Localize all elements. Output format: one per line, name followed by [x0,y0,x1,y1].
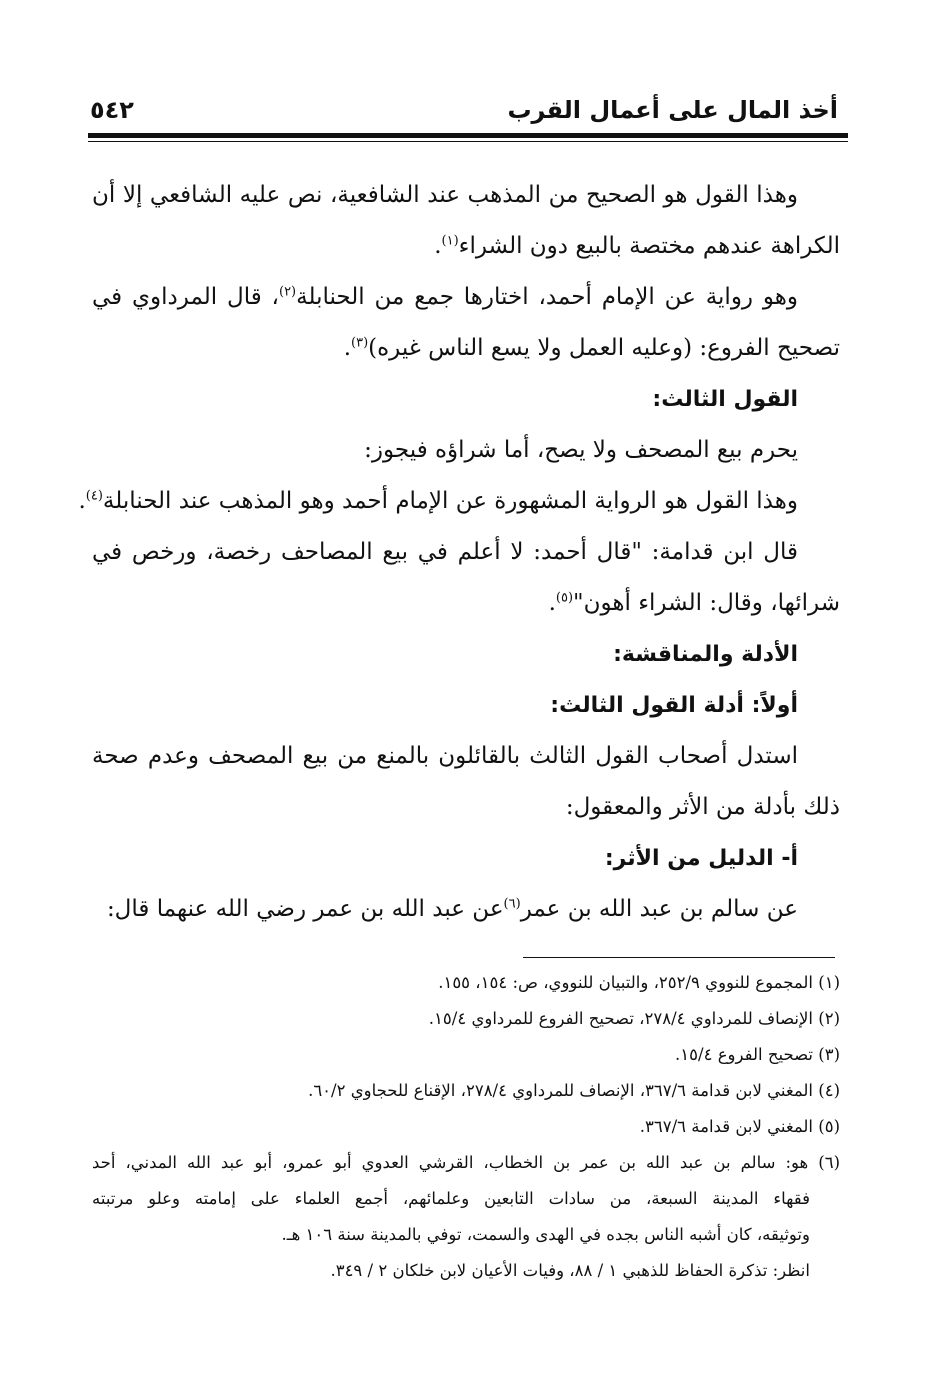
section-heading: الأدلة والمناقشة: [613,642,798,667]
footnote: (٥) المغني لابن قدامة ٣٦٧/٦. [639,1117,840,1136]
footnotes [92,965,840,1289]
page-header [90,96,838,132]
paragraph-line: استدل أصحاب القول الثالث بالقائلون بالمنع من بيع المصحف وعدم صحة [92,743,798,769]
footnote: (٢) الإنصاف للمرداوي ٢٧٨/٤، تصحيح الفروع للمرداوي ١٥/٤. [428,1009,840,1028]
footnote-continued: وتوثيقه، كان أشبه الناس بجده في الهدى والسمت، توفي بالمدينة سنة ١٠٦ هـ. [281,1225,810,1244]
section-heading: القول الثالث: [652,387,798,412]
footnote-continued: فقهاء المدينة السبعة، من سادات التابعين وعلمائهم، أجمع العلماء على إمامته وعلو مرتبته [92,1189,810,1208]
paragraph-line: ذلك بأدلة من الأثر والمعقول: [565,794,840,820]
paragraph-line: يحرم بيع المصحف ولا يصح، أما شراؤه فيجوز: [364,437,798,463]
main-text [78,170,840,935]
subsection-heading: أولاً: أدلة القول الثالث: [550,693,798,718]
footnote-separator [523,957,835,958]
footnote-ref: (٣) [351,335,369,351]
footnote-ref: (٢) [278,284,297,300]
footnote-ref: (١) [441,233,459,249]
paragraph-line [92,884,840,935]
header-rule-thick [88,133,848,138]
paragraph-line: وهذا القول هو الصحيح من المذهب عند الشافعية، نص عليه الشافعي إلا أن [92,182,798,208]
footnote-continued: انظر: تذكرة الحفاظ للذهبي ١ / ٨٨، وفيات الأعيان لابن خلكان ٢ / ٣٤٩. [330,1261,810,1280]
paragraph-line: وهذا القول هو الرواية المشهورة عن الإمام أحمد وهو المذهب عند الحنابلة$^{(٤)}$. [78,488,798,514]
line-text: عن عبد الله بن عمر رضي الله عنهما قال: [106,896,504,922]
line-text: الكراهة عندهم مختصة بالبيع دون الشراء [458,233,840,259]
paragraph-line: قال ابن قدامة: "قال أحمد: لا أعلم في بيع المصاحف رخصة، ورخص في [92,539,798,565]
page-number: ٥٤٢ [90,96,134,124]
line-text: تصحيح الفروع: (وعليه العمل ولا يسع الناس غيره) [368,335,840,361]
paragraph-line: الكراهة عندهم مختصة بالبيع دون الشراء$^{(١)}$. [434,233,840,259]
line-text: وهو رواية عن الإمام أحمد، اختارها جمع من الحنابلة [296,284,798,310]
footnote: (٦) هو: سالم بن عبد الله بن عمر بن الخطاب، القرشي العدوي أبو عمرو، أبو عبد الله المدني، أحد [92,1153,840,1172]
running-title: أخذ المال على أعمال القرب [507,96,838,124]
line-text: وهذا القول هو الرواية المشهورة عن الإمام أحمد وهو المذهب عند الحنابلة [102,488,798,514]
paragraph-line: شرائها، وقال: الشراء أهون"$^{(٥)}$. [548,590,840,616]
line-text: عن سالم بن عبد الله بن عمر [520,896,798,922]
subsection-heading: أ- الدليل من الأثر: [604,846,798,871]
footnote: (١) المجموع للنووي ٢٥٢/٩، والتبيان للنووي، ص: ١٥٤، ١٥٥. [438,973,840,992]
footnote-ref: (٤) [85,488,103,504]
footnote-ref: (٥) [555,590,574,606]
footnote: (٤) المغني لابن قدامة ٣٦٧/٦، الإنصاف للمرداوي ٢٧٨/٤، الإقناع للحجاوي ٦٠/٢. [308,1081,840,1100]
footnote: (٣) تصحيح الفروع ١٥/٤. [675,1045,840,1064]
line-text: شرائها، وقال: الشراء أهون" [573,590,840,616]
footnote-ref: (٦) [503,896,521,912]
paragraph-line [92,272,840,323]
header-rule-thin [88,141,848,142]
line-text: ، قال المرداوي في [92,284,279,310]
paragraph-line: تصحيح الفروع: (وعليه العمل ولا يسع الناس غيره)$^{(٣)}$. [343,335,840,361]
